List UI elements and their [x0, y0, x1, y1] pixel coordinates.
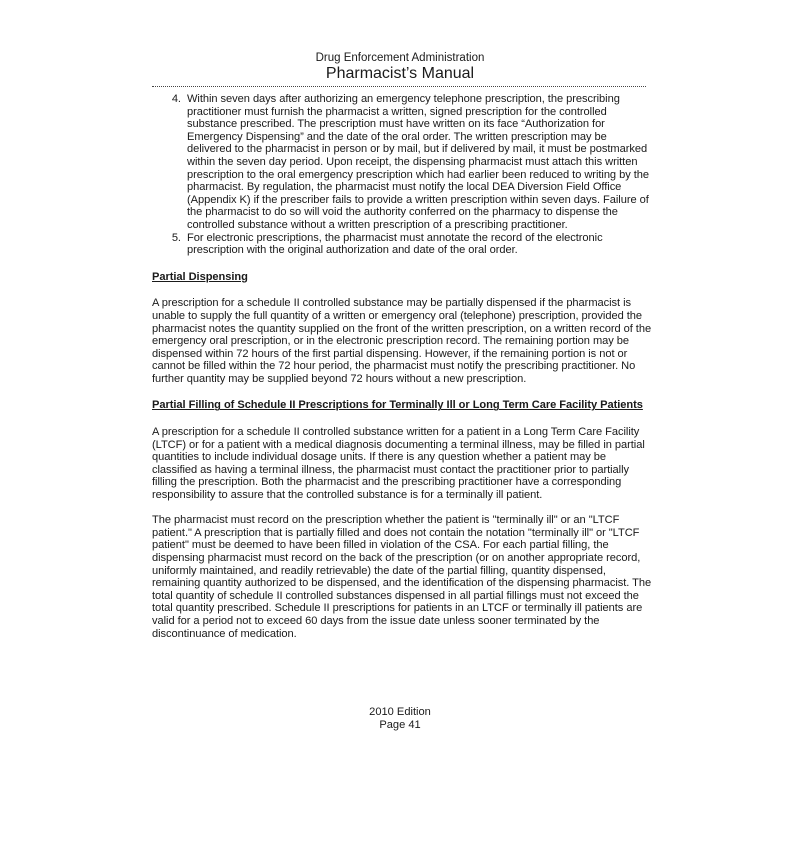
- section-heading-partial-dispensing: Partial Dispensing: [152, 270, 248, 283]
- section-heading-partial-filling: Partial Filling of Schedule II Prescriptions for Terminally Ill or Long Term Care Facility Patients: [152, 399, 643, 412]
- document-body: [152, 93, 652, 640]
- page-footer: [300, 706, 500, 732]
- header-title: Pharmacist’s Manual: [325, 65, 475, 82]
- page-header: [150, 52, 650, 83]
- paragraph-partial-filling-1: A prescription for a schedule II controlled substance written for a patient in a Long Term Care Facility (LTCF) or for a patient with a medical diagnosis documenting a terminal illness, may be filled in partial quantities to include individual dosage units. If there is any question whether a patient may be classified as having a terminal illness, the pharmacist must contact the practitioner prior to partially filling the prescription. Both the pharmacist and the prescribing practitioner have a corresponding responsibility to assure that the controlled substance is for a terminally ill patient.: [152, 426, 645, 502]
- footer-page-number: Page 41: [379, 719, 421, 731]
- numbered-list: [152, 93, 652, 257]
- list-item-5: 5. For electronic prescriptions, the pharmacist must annotate the record of the electronic prescription with the original authorization and date of the oral order.: [184, 232, 652, 257]
- header-organization: Drug Enforcement Administration: [315, 52, 485, 64]
- header-divider: [152, 86, 646, 87]
- paragraph-partial-dispensing: A prescription for a schedule II controlled substance may be partially dispensed if the pharmacist is unable to supply the full quantity of a written or emergency oral (telephone) prescription, provided the pharmacist notes the quantity supplied on the front of the written prescription, on a written record of the emergency oral prescription, or in the electronic prescription record. The remaining portion may be dispensed within 72 hours of the first partial dispensing. However, if the remaining portion is not or cannot be filled within the 72 hour period, the pharmacist must notify the prescribing practitioner. No further quantity may be supplied beyond 72 hours without a new prescription.: [152, 297, 652, 385]
- list-item-4: 4. Within seven days after authorizing an emergency telephone prescription, the prescribing practitioner must furnish the pharmacist a written, signed prescription for the controlled substance prescribed. The prescription must have written on its face “Authorization for Emergency Dispensing” and the date of the oral order. The written prescription may be delivered to the pharmacist in person or by mail, but if delivered by mail, it must be postmarked within the seven day period. Upon receipt, the dispensing pharmacist must attach this written prescription to the oral emergency prescription which had earlier been reduced to writing by the pharmacist. By regulation, the pharmacist must notify the local DEA Diversion Field Office (Appendix K) if the prescriber fails to provide a written prescription within seven days. Failure of the pharmacist to do so will void the authority conferred on the pharmacy to dispense the controlled substance without a written prescription of a prescribing practitioner.: [184, 93, 652, 232]
- paragraph-partial-filling-2: The pharmacist must record on the prescription whether the patient is "terminally ill" or an "LTCF patient." A prescription that is partially filled and does not contain the notation "terminally ill" or "LTCF patient" must be deemed to have been filled in violation of the CSA. For each partial filling, the dispensing pharmacist must record on the back of the prescription (or on another appropriate record, uniformly maintained, and readily retrievable) the date of the partial filling, quantity dispensed, remaining quantity authorized to be dispensed, and the identification of the dispensing pharmacist. The total quantity of schedule II controlled substances dispensed in all partial fillings must not exceed the total quantity prescribed. Schedule II prescriptions for patients in an LTCF or terminally ill patients are valid for a period not to exceed 60 days from the issue date unless sooner terminated by the discontinuance of medication.: [152, 514, 652, 640]
- footer-edition: 2010 Edition: [369, 706, 431, 718]
